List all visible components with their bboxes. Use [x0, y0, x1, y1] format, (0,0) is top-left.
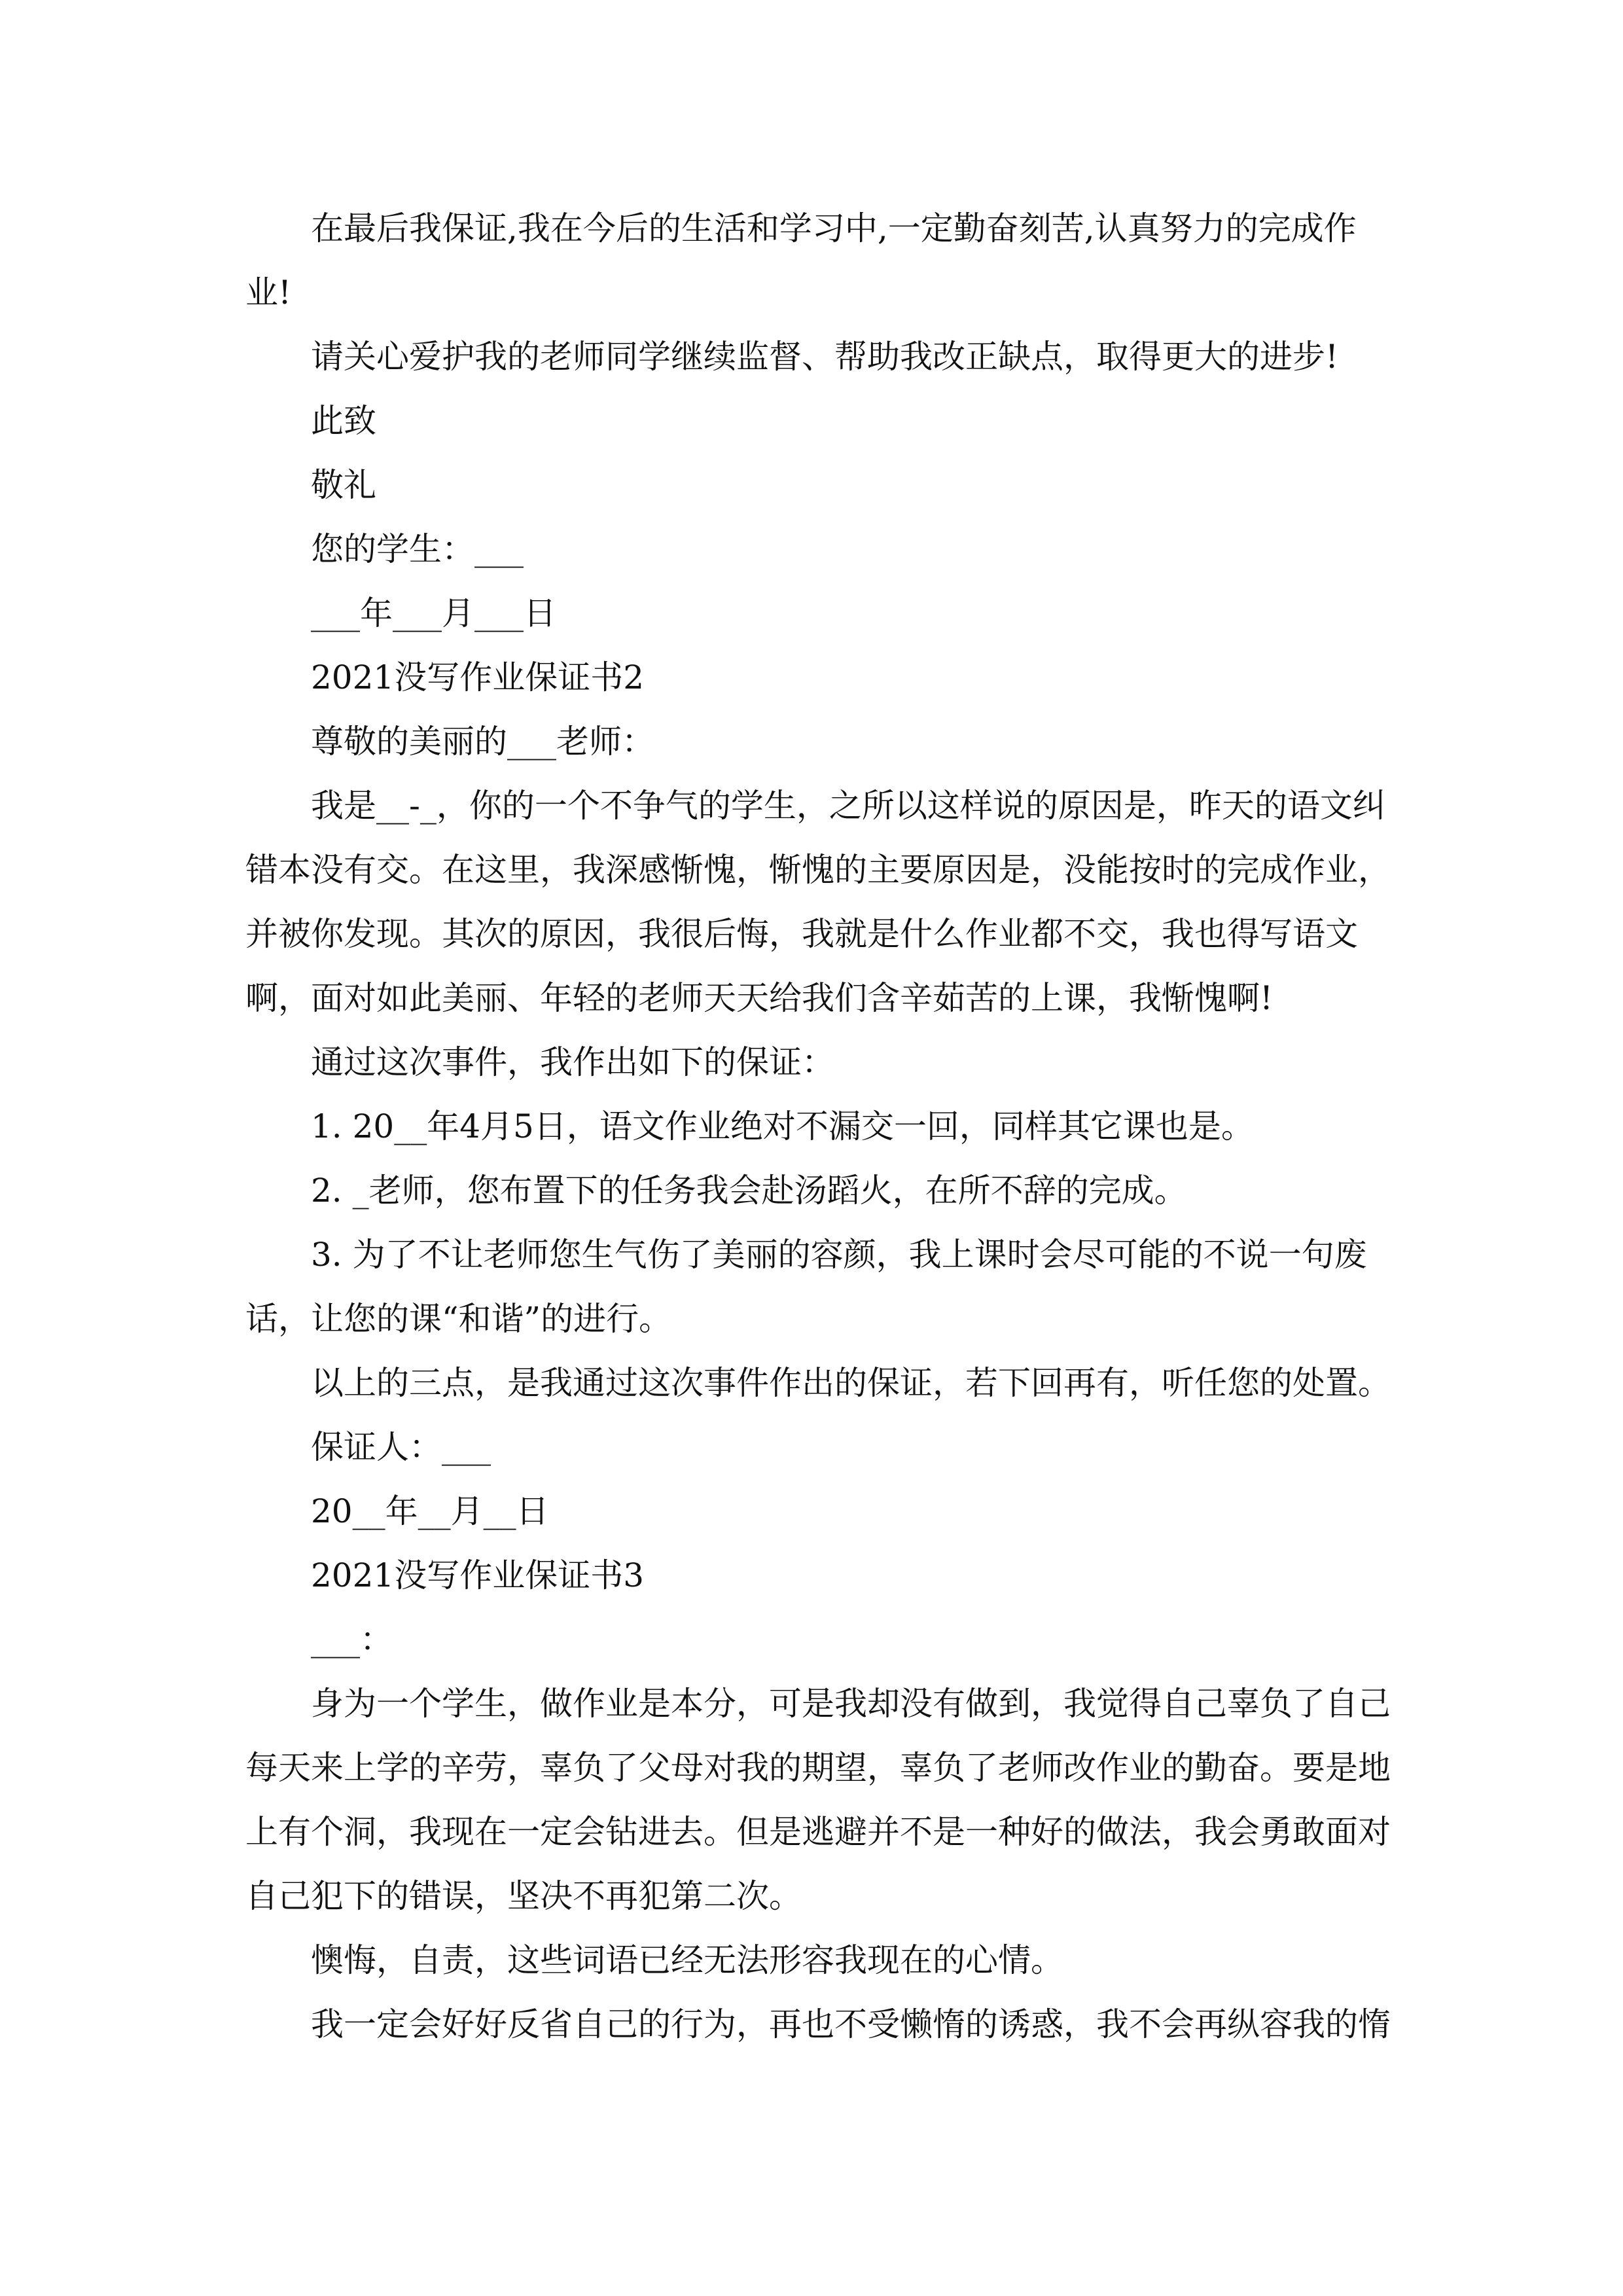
paragraph-request-supervision: 请关心爱护我的老师同学继续监督、帮助我改正缺点，取得更大的进步! [311, 338, 1339, 376]
paragraph-promise-summary: 以上的三点，是我通过这次事件作出的保证，若下回再有，听任您的处置。 [311, 1364, 1391, 1402]
date-line-2: 20__年__月__日 [311, 1492, 549, 1530]
paragraph-promise-intro: 通过这次事件，我作出如下的保证： [311, 1043, 834, 1081]
document-body [245, 196, 1397, 2056]
promise-item-3: 3. 为了不让老师您生气伤了美丽的容颜，我上课时会尽可能的不说一句废话，让您的课“和谐”的进行。 [245, 1236, 1367, 1338]
section-title-3: 2021没写作业保证书3 [311, 1556, 645, 1594]
salutation-3: ___： [311, 1621, 393, 1659]
paragraph-regret: 懊悔，自责，这些词语已经无法形容我现在的心情。 [311, 1941, 1063, 1979]
date-line-1: ___年___月___日 [311, 594, 556, 632]
closing-cizhi: 此致 [311, 402, 376, 440]
section-title-2: 2021没写作业保证书2 [311, 658, 645, 696]
signature-guarantor: 保证人：___ [311, 1428, 491, 1466]
promise-item-2: 2. _老师，您布置下的任务我会赴汤蹈火，在所不辞的完成。 [311, 1172, 1187, 1210]
promise-item-1: 1. 20__年4月5日，语文作业绝对不漏交一回，同样其它课也是。 [311, 1107, 1254, 1145]
paragraph-confession: 我是__-_，你的一个不争气的学生，之所以这样说的原因是，昨天的语文纠错本没有交。在这里，我深感惭愧，惭愧的主要原因是，没能按时的完成作业，并被你发现。其次的原因，我很后悔，我就是什么作业都不交，我也得写语文啊，面对如此美丽、年轻的老师天天给我们含辛茹苦的上课，我惭愧啊! [245, 787, 1391, 1017]
paragraph-final-promise: 在最后我保证,我在今后的生活和学习中,一定勤奋刻苦,认真努力的完成作业! [245, 209, 1357, 312]
salutation-2: 尊敬的美丽的___老师： [311, 723, 654, 761]
closing-jingli: 敬礼 [311, 466, 376, 504]
signature-student: 您的学生：___ [311, 530, 524, 568]
paragraph-reflection: 我一定会好好反省自己的行为，再也不受懒惰的诱惑，我不会再纵容我的惰 [311, 2005, 1391, 2043]
paragraph-student-duty: 身为一个学生，做作业是本分，可是我却没有做到，我觉得自己辜负了自己每天来上学的辛劳，辜负了父母对我的期望，辜负了老师改作业的勤奋。要是地上有个洞，我现在一定会钻进去。但是逃避并不是一种好的做法，我会勇敢面对自己犯下的错误，坚决不再犯第二次。 [245, 1685, 1391, 1915]
